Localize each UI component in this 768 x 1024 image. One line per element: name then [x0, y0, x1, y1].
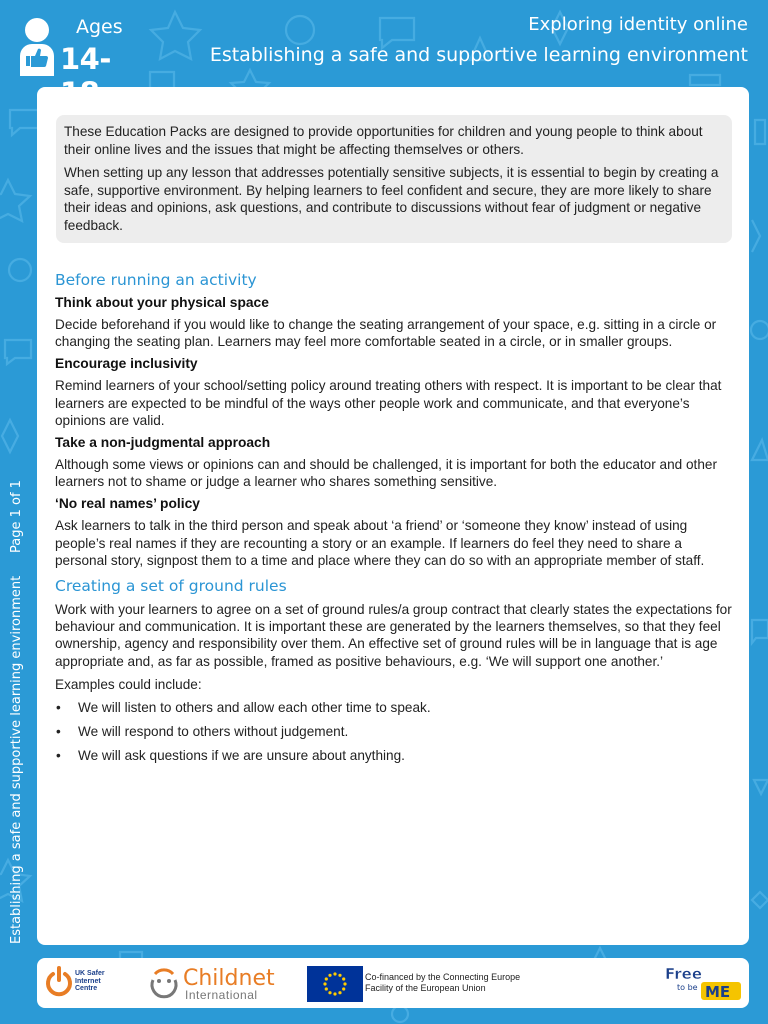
section-heading-ground-rules: Creating a set of ground rules: [55, 577, 287, 596]
examples-intro: Examples could include:: [55, 676, 202, 692]
eu-cofinance-text: [365, 972, 520, 994]
paragraph: Ask learners to talk in the third person and speak about ‘a friend’ or ‘someone they know’ instead of using people’s real names if they are recounting a story or an example. If learners do feel they need to share a personal story, signpost them to a time and place where they can do so with an appropriate member of staff.: [55, 518, 705, 568]
subheading: Encourage inclusivity: [55, 356, 198, 372]
power-icon: [45, 966, 73, 1000]
subheading: ‘No real names’ policy: [55, 496, 200, 512]
ukcis-text-line: Internet: [75, 977, 101, 985]
free-to-be-me-logo: [663, 964, 743, 1002]
page-indicator: Page 1 of 1: [9, 480, 24, 553]
sidebar-title: Establishing a safe and supportive learning environment: [9, 575, 24, 944]
list-item: • We will listen to others and allow each other time to speak.: [55, 699, 735, 716]
list-item: • We will respond to others without judgement.: [55, 723, 735, 740]
childnet-logo: [147, 966, 277, 1000]
intro-paragraph: When setting up any lesson that addresses potentially sensitive subjects, it is essential to begin by creating a safe, supportive environment. By helping learners to feel confident and secure, they are more likely to share their ideas and opinions, ask questions, and contribute to discussions without fear of judgment or negative feedback.: [64, 165, 719, 233]
main-content: [55, 271, 735, 772]
footer-logos: [37, 958, 749, 1008]
paragraph: Work with your learners to agree on a set of ground rules/a group contract that clearly states the expectations for behaviour and communication. It is important these are generated by the learners themselves, so that they feel ownership, agency and responsibility over them. An effective set of ground rules will be in language that is age appropriate and, as far as possible, framed as positive behaviours, e.g. ‘We will support one another.’: [55, 602, 732, 669]
eu-text-line: Co-financed by the Connecting Europe: [365, 972, 521, 982]
subheading: Think about your physical space: [55, 295, 269, 310]
ukcis-text-line: UK Safer: [75, 970, 105, 977]
ukcis-text-line: Centre: [75, 985, 98, 992]
list-item: • We will ask questions if we are unsure about anything.: [55, 747, 735, 764]
page-title: Establishing a safe and supportive learning environment: [209, 44, 748, 66]
content-card: [37, 87, 749, 945]
ages-range: 14-: [60, 42, 111, 76]
childnet-name: Childnet: [183, 966, 275, 991]
ages-label: Ages: [76, 16, 123, 38]
free-logo-word: to be: [677, 983, 698, 992]
examples-list: [55, 699, 735, 765]
eu-flag-icon: [307, 966, 363, 1002]
pack-name: Exploring identity online: [528, 14, 748, 35]
age-badge: [18, 14, 148, 78]
uk-safer-internet-centre-logo: [45, 966, 135, 1000]
free-logo-word: Free: [665, 965, 703, 983]
intro-paragraph: These Education Packs are designed to provide opportunities for children and young people to think about their online lives and the issues that might be affecting themselves or others.: [64, 124, 703, 157]
free-logo-word: ME: [705, 983, 731, 1001]
smile-icon: [147, 966, 181, 1000]
paragraph: Although some views or opinions can and should be challenged, it is important for both the educator and other learners not to shame or judge a learner who shares something sensitive.: [55, 457, 717, 490]
eu-text-line: Facility of the European Union: [365, 983, 486, 993]
paragraph: Decide beforehand if you would like to change the seating arrangement of your space, e.g. sitting in a circle or changing the seating plan. Learners may feel more comfortable seated in a circle, or in smaller groups.: [55, 317, 717, 350]
paragraph: Remind learners of your school/setting policy around treating others with respect. It is important to be clear that learners are expected to be mindful of the ways other people work and communicate, and that everyone’s opinions are valid.: [55, 378, 722, 428]
intro-box: [56, 115, 732, 243]
childnet-sub: International: [185, 988, 258, 1002]
subheading: Take a non-judgmental approach: [55, 435, 271, 451]
user-thumbs-up-icon: [18, 16, 56, 76]
section-heading-before-activity: Before running an activity: [55, 271, 257, 289]
